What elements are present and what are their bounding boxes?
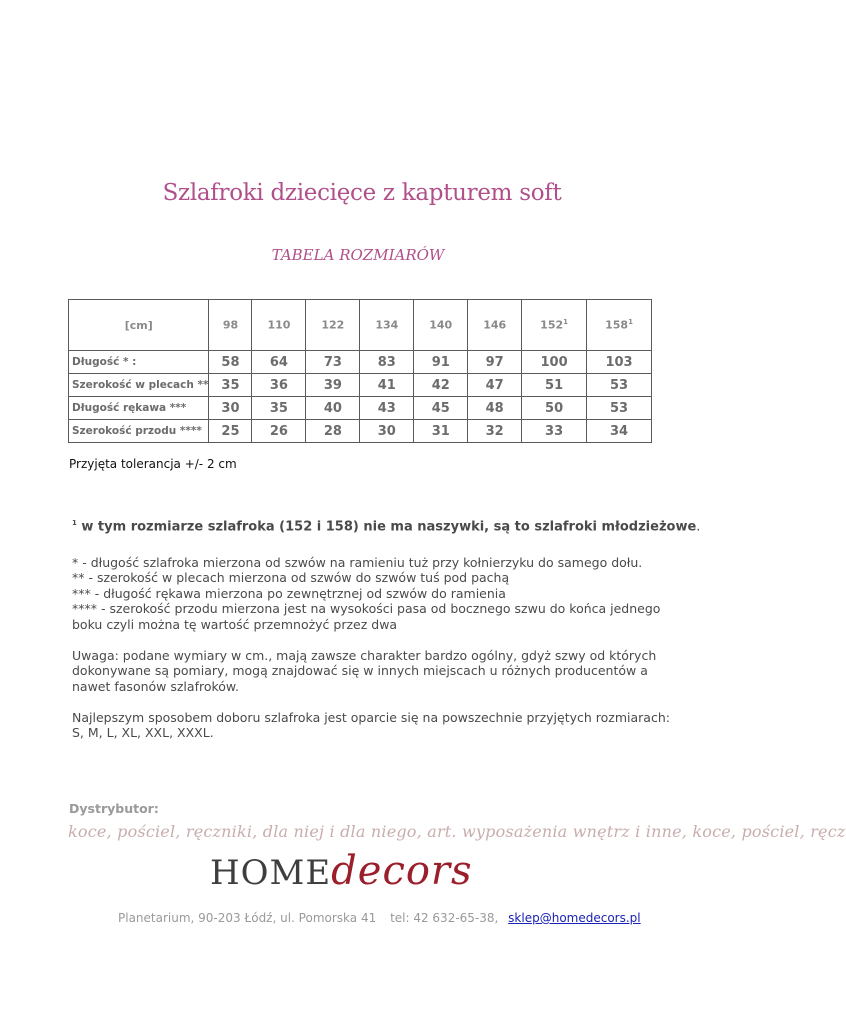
size-header: 98 [209, 300, 252, 351]
row-label: Szerokość przodu **** [69, 420, 209, 443]
note-back-width: ** - szerokość w plecach mierzona od szwów do szwów tuś pod pachą [72, 570, 510, 586]
table-cell: 45 [414, 397, 468, 420]
size-header: 122 [306, 300, 360, 351]
table-cell: 43 [360, 397, 414, 420]
measurement-notes [72, 555, 682, 632]
size-header: $152^1$ [522, 300, 587, 351]
size-header: 134 [360, 300, 414, 351]
logo-home-text: HOME [210, 853, 332, 893]
table-cell: 31 [414, 420, 468, 443]
table-subtitle: TABELA ROZMIARÓW [271, 246, 445, 264]
note-front-width: **** - szerokość przodu mierzona jest na wysokości pasa od bocznego szwu do końca jednego boku czyli można tę wartość przemnożyć przez dwa [72, 601, 661, 632]
unit-header: [cm] [69, 300, 209, 351]
table-cell: 30 [209, 397, 252, 420]
size-table [68, 299, 652, 443]
table-cell: 33 [522, 420, 587, 443]
table-cell: 100 [522, 351, 587, 374]
address-text: Planetarium, 90-203 Łódź, ul. Pomorska 41 [118, 911, 377, 925]
row-label: Długość * : [69, 351, 209, 374]
table-cell: 40 [306, 397, 360, 420]
advice-paragraph: Najlepszym sposobem doboru szlafroka jest oparcie się na powszechnie przyjętych rozmiarach: S, M, L, XL, XXL, XXXL. [72, 710, 670, 741]
table-cell: 64 [252, 351, 306, 374]
size-header: 140 [414, 300, 468, 351]
table-cell: 34 [587, 420, 652, 443]
table-cell: 42 [414, 374, 468, 397]
size-header: 146 [468, 300, 522, 351]
warning-paragraph: Uwaga: podane wymiary w cm., mają zawsze charakter bardzo ogólny, gdyż szwy od których dokonywane są pomiary, mogą znajdować się w innych miejscach u różnych producentów a nawet fasonów szlafroków. [72, 648, 657, 694]
note-length: * - długość szlafroka mierzona od szwów na ramieniu tuż przy kołnierzyku do samego dołu. [72, 555, 643, 570]
footnote-end: . [696, 519, 701, 535]
table-cell: 47 [468, 374, 522, 397]
footnote-1 [72, 519, 700, 534]
table-cell: 32 [468, 420, 522, 443]
table-row [69, 374, 652, 397]
row-label: Długość rękawa *** [69, 397, 209, 420]
table-cell: 25 [209, 420, 252, 443]
size-header: $158^1$ [587, 300, 652, 351]
contact-footer [118, 911, 641, 925]
footnote-marker: 1 [72, 519, 77, 527]
row-label: Szerokość w plecach ** [69, 374, 209, 397]
table-cell: 41 [360, 374, 414, 397]
distributor-label: Dystrybutor: [69, 801, 159, 816]
table-cell: 83 [360, 351, 414, 374]
table-cell: 35 [209, 374, 252, 397]
table-row [69, 420, 652, 443]
table-cell: 73 [306, 351, 360, 374]
table-cell: 53 [587, 374, 652, 397]
table-cell: 53 [587, 397, 652, 420]
table-cell: 50 [522, 397, 587, 420]
table-cell: 91 [414, 351, 468, 374]
table-cell: 30 [360, 420, 414, 443]
email-link[interactable]: sklep@homedecors.pl [508, 911, 641, 925]
table-cell: 26 [252, 420, 306, 443]
table-cell: 48 [468, 397, 522, 420]
table-cell: 97 [468, 351, 522, 374]
table-row [69, 351, 652, 374]
logo-decors-text: decors [331, 848, 473, 894]
table-cell: 36 [252, 374, 306, 397]
logo-tagline: koce, pościel, ręczniki, dla niej i dla niego, art. wyposażenia wnętrz i inne, koce, pościel, ręcz [68, 822, 846, 841]
table-row [69, 397, 652, 420]
table-cell: 58 [209, 351, 252, 374]
table-cell: 35 [252, 397, 306, 420]
footnote-text: w tym rozmiarze szlafroka (152 i 158) nie ma naszywki, są to szlafroki młodzieżowe [76, 519, 697, 535]
tolerance-note: Przyjęta tolerancja +/- 2 cm [69, 457, 237, 471]
size-table-header-row [69, 300, 652, 351]
table-cell: 28 [306, 420, 360, 443]
size-header: 110 [252, 300, 306, 351]
homedecors-logo [210, 848, 473, 908]
note-sleeve: *** - długość rękawa mierzona po zewnętrznej od szwów do ramienia [72, 585, 506, 601]
table-cell: 39 [306, 374, 360, 397]
table-cell: 51 [522, 374, 587, 397]
phone-text: tel: 42 632-65-38, [390, 911, 499, 925]
page-title: Szlafroki dziecięce z kapturem soft [162, 180, 562, 206]
table-cell: 103 [587, 351, 652, 374]
